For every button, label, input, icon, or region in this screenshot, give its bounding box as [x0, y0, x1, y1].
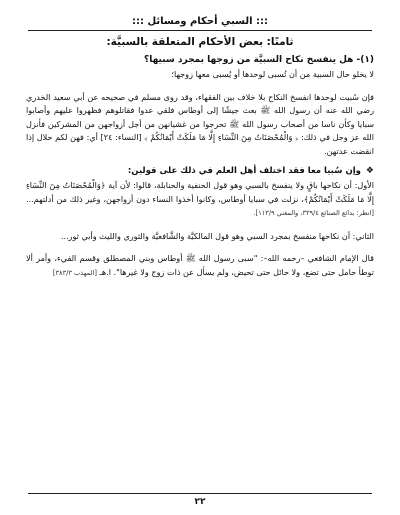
page-number: ٢٢	[194, 497, 206, 507]
paragraph-1-text: فإن سُبيت لوحدها انفسخ النكاح بلا خلاف بين الفقهاء، وقد روى مسلم في صحيحه عن أبي سعيد الخدري رضي الله عنه أن رسول الله ﷺ بعث جيشًا إلى أوطاس فلقي عدوا فقاتلوهم فظهروا عليهم وأصابوا سبايا وكأن ناسا من أصحاب رسول الله ﷺ تحرجوا من غشيانهن من أجل أزواجهن من المشركين فأنزل الله عز وجل في ذلك: ﴿ وَالْمُحْصَنَاتُ مِنَ النِّسَاءِ إِلَّا مَا مَلَكَتْ أَيْمَانُكُمْ ﴾	[26, 91, 374, 142]
diamond-bullet-icon: ❖	[365, 166, 374, 176]
first-opinion	[26, 179, 374, 221]
question-heading: (١)- هل ينفسخ نكاح السبيَّة من زوجها بمجرد سبيها؟	[143, 55, 374, 65]
shafii-quote	[26, 252, 374, 280]
subheading	[26, 166, 374, 176]
subheading-text: وإن سُبيا معا فقد اختلف أهل العلم في ذلك على قولين:	[127, 166, 361, 176]
section-heading: ثامنًا: بعض الأحكام المتعلقة بالسبيَّة:	[106, 36, 294, 48]
first-opinion-text: الأول: أن نكاحها باقٍ ولا ينفسخ بالسبي وهو قول الحنفية والحنابلة، قالوا: لأن آية ﴿وَالْمُحْصَنَاتُ مِنَ النِّسَاءِ إِلَّا مَا مَلَكَتْ أَيْمَانُكُمْ﴾، نزلت في سبايا أوطاس، وكانوا أخذوا النساء دون أزواجهن، وغير ذلك من أدلتهم...	[26, 180, 374, 204]
intro-paragraph: لا يخلو حال السبية من أن تُسبى لوحدها أو يُسبى معها زوجها؛	[171, 69, 374, 79]
page-footer	[28, 493, 372, 507]
header-title: ::: السبي أحكام ومسائل :::	[131, 16, 269, 27]
running-header	[28, 10, 372, 31]
paragraph-1	[26, 91, 374, 159]
second-opinion: الثاني: أن نكاحها منفسخ بمجرد السبي وهو قول المالكيَّة والشَّافعيَّة والثوري والليث وأبي ثور...	[60, 230, 374, 241]
shafii-quote-text: قال الإمام الشافعي –رحمه الله–: "سبى رسول الله ﷺ أوطاس وبني المصطلق وقسم الفيء، وأمر ألا توطأ حامل حتى تضع، ولا حائل حتى تحيض، ولم يسأل عن ذات زوج ولا غيرها". ا.هـ	[26, 253, 374, 277]
first-opinion-source: [انظر: بدائع الصنائع ٣٣٩/٤، والمغني ١١٣/٩].	[253, 209, 374, 217]
shafii-quote-source: [المهذب ٣٨٣/٣]	[52, 268, 97, 277]
page-body	[26, 34, 374, 485]
paragraph-1-tail: [النساء: ٢٤] أي: فهن لكم حلال إذا انقضت عدتهن.	[26, 132, 374, 156]
